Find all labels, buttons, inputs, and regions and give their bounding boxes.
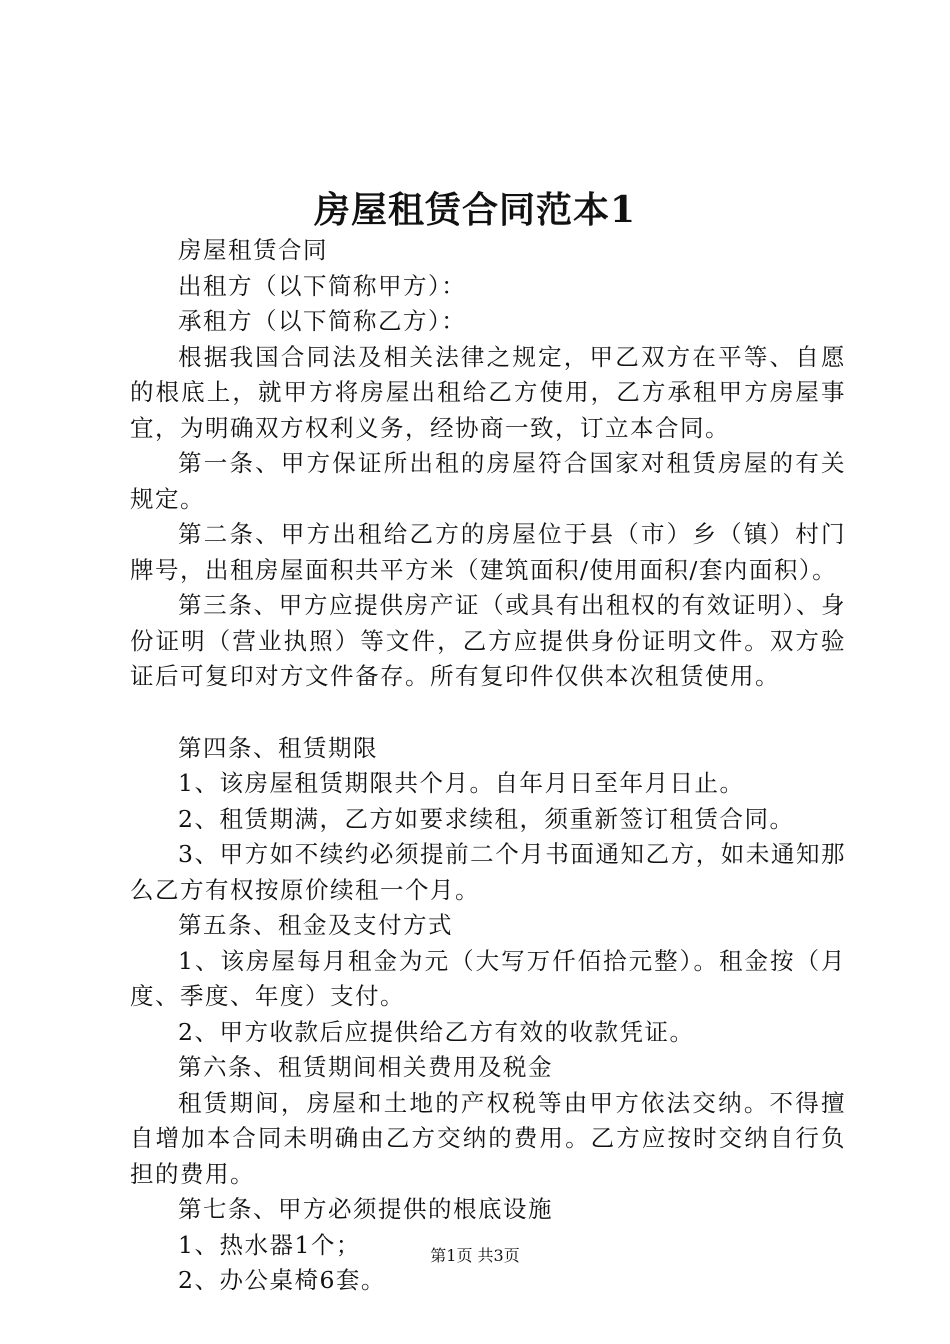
section-heading: 第七条、甲方必须提供的根底设施 [178, 1195, 553, 1223]
paragraph: 2、租赁期满，乙方如要求续租，须重新签订租赁合同。 [178, 804, 795, 833]
paragraph: 第二条、甲方出租给乙方的房屋位于县（市）乡（镇）村门牌号，出租房屋面积共平方米（建筑面积/使用面积/套内面积）。 [130, 520, 846, 584]
paragraph: 出租方（以下简称甲方）： [178, 271, 467, 300]
section-heading: 第四条、租赁期限 [178, 733, 378, 762]
page-number: 第1页 共3页 [430, 1246, 520, 1265]
paragraph: 3、甲方如不续约必须提前二个月书面通知乙方，如未通知那么乙方有权按原价续租一个月。 [130, 840, 846, 904]
paragraph: 租赁期间，房屋和土地的产权税等由甲方依法交纳。不得擅自增加本合同未明确由乙方交纳的费用。乙方应按时交纳自行负担的费用。 [130, 1088, 846, 1188]
document-body [130, 233, 846, 1299]
paragraph: 根据我国合同法及相关法律之规定，甲乙双方在平等、自愿的根底上，就甲方将房屋出租给乙方使用，乙方承租甲方房屋事宜，为明确双方权利义务，经协商一致，订立本合同。 [130, 342, 846, 442]
paragraph: 1、热水器1个； [178, 1230, 361, 1259]
paragraph: 2、甲方收款后应提供给乙方有效的收款凭证。 [178, 1017, 695, 1046]
paragraph: 房屋租赁合同 [178, 236, 328, 264]
paragraph: 2、办公桌椅6套。 [178, 1266, 386, 1294]
section-heading: 第五条、租金及支付方式 [178, 911, 453, 939]
section-heading: 第六条、租赁期间相关费用及税金 [178, 1053, 553, 1081]
paragraph: 第三条、甲方应提供房产证（或具有出租权的有效证明）、身份证明（营业执照）等文件，乙方应提供身份证明文件。双方验证后可复印对方文件备存。所有复印件仅供本次租赁使用。 [130, 591, 846, 690]
paragraph: 承租方（以下简称乙方）： [178, 307, 467, 335]
paragraph: 1、该房屋每月租金为元（大写万仟佰拾元整）。租金按（月度、季度、年度）支付。 [130, 946, 846, 1010]
paragraph: 1、该房屋租赁期限共个月。自年月日至年月日止。 [178, 769, 745, 797]
paragraph: 第一条、甲方保证所出租的房屋符合国家对租赁房屋的有关规定。 [130, 449, 846, 513]
document-title: 房屋租赁合同范本1 [313, 189, 637, 231]
